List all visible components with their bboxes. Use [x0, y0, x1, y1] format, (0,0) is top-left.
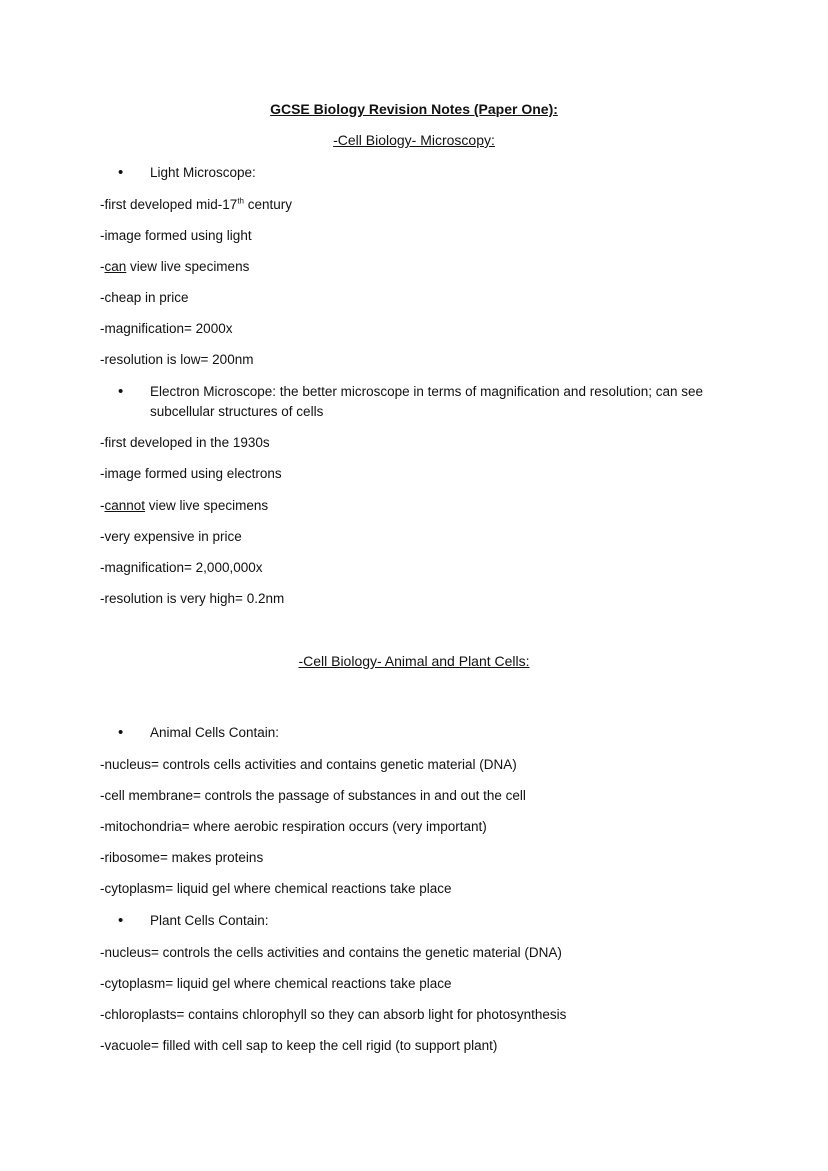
page-title: GCSE Biology Revision Notes (Paper One): [270, 101, 558, 117]
note-line: -magnification= 2000x [100, 321, 233, 336]
bullet-icon: • [118, 724, 124, 741]
note-line: -nucleus= controls cells activities and contains genetic material (DNA) [100, 757, 517, 772]
note-line: -first developed in the 1930s [100, 435, 270, 450]
bullet-icon: • [118, 383, 124, 400]
superscript: th [237, 196, 244, 206]
note-text: century [244, 197, 293, 212]
bullet-label: Animal Cells Contain: [150, 725, 280, 740]
note-line [100, 497, 268, 515]
bullet-icon: • [118, 912, 124, 929]
bullet-label: Plant Cells Contain: [150, 913, 269, 928]
note-line: -resolution is very high= 0.2nm [100, 591, 285, 606]
note-line: -image formed using electrons [100, 466, 282, 481]
note-line: -cheap in price [100, 290, 189, 305]
note-line: -vacuole= filled with cell sap to keep the cell rigid (to support plant) [100, 1038, 498, 1053]
note-line [100, 196, 292, 214]
note-text: view live specimens [126, 259, 250, 274]
note-line: -mitochondria= where aerobic respiration occurs (very important) [100, 819, 487, 834]
note-line: -very expensive in price [100, 529, 242, 544]
note-text: -first developed mid-17 [100, 197, 238, 212]
note-line [100, 258, 249, 276]
section-heading-cells: -Cell Biology- Animal and Plant Cells: [298, 653, 530, 669]
note-line: -cell membrane= controls the passage of substances in and out the cell [100, 788, 526, 803]
note-line: -chloroplasts= contains chlorophyll so they can absorb light for photosynthesis [100, 1007, 567, 1022]
note-text: - [100, 498, 105, 513]
bullet-label: Light Microscope: [150, 165, 256, 180]
note-text: - [100, 259, 105, 274]
note-line: -ribosome= makes proteins [100, 850, 264, 865]
bullet-icon: • [118, 164, 124, 181]
underlined-word: cannot [104, 498, 146, 513]
underlined-word: can [104, 259, 127, 274]
note-line: -magnification= 2,000,000x [100, 560, 263, 575]
note-line: -cytoplasm= liquid gel where chemical reactions take place [100, 976, 452, 991]
bullet-label: Electron Microscope: the better microscope in terms of magnification and resolution; can see subcellular structures of cells [150, 384, 704, 419]
note-line: -resolution is low= 200nm [100, 352, 254, 367]
section-heading-microscopy: -Cell Biology- Microscopy: [333, 132, 495, 148]
note-line: -cytoplasm= liquid gel where chemical reactions take place [100, 881, 452, 896]
note-text: view live specimens [145, 498, 269, 513]
note-line: -nucleus= controls the cells activities and contains the genetic material (DNA) [100, 945, 562, 960]
note-line: -image formed using light [100, 228, 252, 243]
